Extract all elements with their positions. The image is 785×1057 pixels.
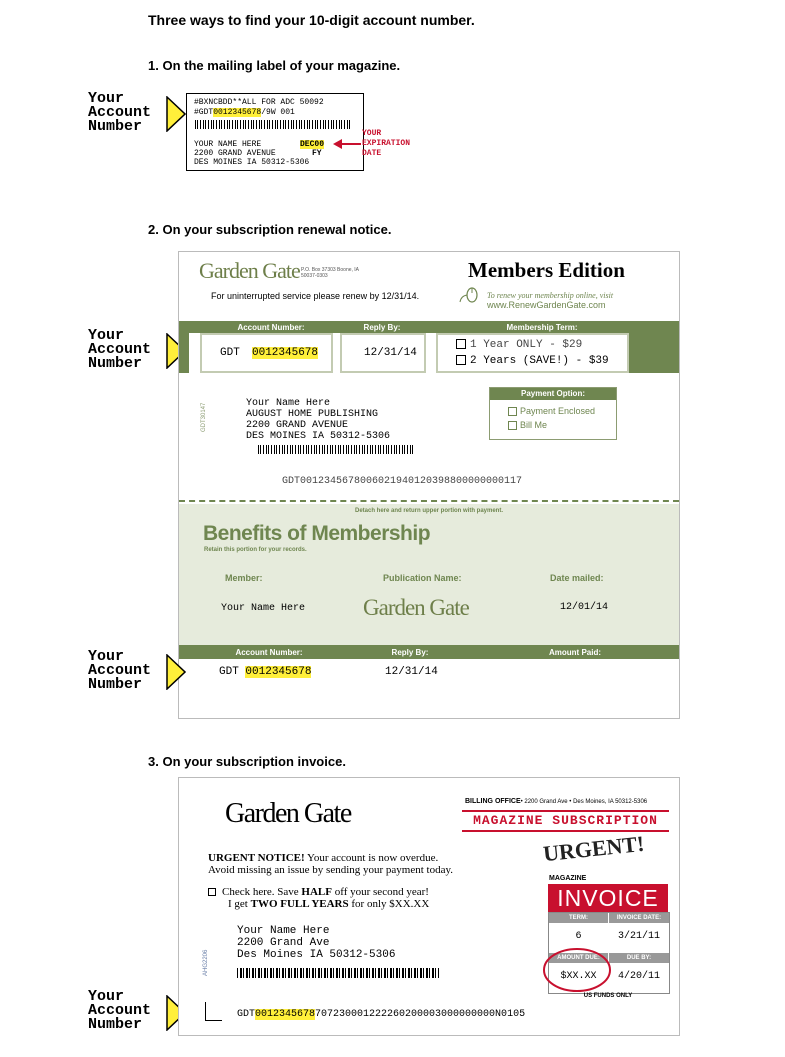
reply-by-header: Reply By: (363, 323, 401, 332)
reply-by-box: 12/31/14 (340, 333, 426, 373)
renewal-side-code: GDT30147 (201, 402, 207, 432)
benefits-section (179, 504, 679, 653)
renewal-notice (178, 251, 680, 719)
member-name: Your Name Here (221, 603, 306, 614)
account-callout-1: Your Account Number (88, 90, 152, 135)
offer-text[interactable]: Check here. Save HALF off your second year! I get TWO FULL YEARS for only $XX.XX (208, 886, 429, 910)
invoice-scanline: GDT0012345678707230001222260200003000000000N0105 (237, 1009, 526, 1020)
term-option-1[interactable]: 1 Year ONLY - $29 (456, 339, 582, 351)
invoice-side-code: AHG2206 (203, 949, 209, 976)
renewal-address-block: Your Name Here AUGUST HOME PUBLISHING 2200 GRAND AVENUE DES MOINES IA 50312-5306 (246, 398, 391, 442)
benefits-subtitle: Retain this portion for your records. (204, 547, 307, 553)
account-number-header: Account Number: (237, 323, 305, 332)
membership-term-box (436, 333, 629, 373)
label-expiration-code: DEC00 (300, 140, 325, 149)
invoice-account-number: 0012345678 (255, 1009, 316, 1020)
renewal-scanline: GDT0012345678006021940120398800000000117 (282, 476, 523, 487)
billing-office: BILLING OFFICE• 2200 Grand Ave • Des Moines, IA 50312-5306 (465, 798, 648, 805)
label-line-2: #GDT0012345678/9W 001 (194, 108, 295, 117)
invoice-date-header: INVOICE DATE: (609, 913, 669, 923)
renew-by-text: For uninterrupted service please renew by 12/31/14. (211, 291, 420, 301)
magazine-subscription-banner: MAGAZINE SUBSCRIPTION (462, 810, 669, 832)
offer-checkbox[interactable] (208, 888, 216, 896)
callout-arrow-icon (166, 96, 186, 132)
renewal-barcode (258, 445, 415, 454)
stub-reply-date: 12/31/14 (385, 666, 438, 678)
term-1-checkbox[interactable] (456, 339, 466, 349)
benefits-title: Benefits of Membership (203, 522, 431, 545)
date-mailed-header: Date mailed: (550, 573, 604, 583)
payment-enclosed-option[interactable]: Payment Enclosed (508, 406, 595, 416)
detach-line (179, 500, 679, 502)
amount-due-header: AMOUNT DUE: (549, 953, 608, 963)
callout-arrow-icon (166, 654, 186, 690)
stub-amount-header: Amount Paid: (549, 648, 601, 657)
bill-me-checkbox[interactable] (508, 421, 517, 430)
renew-online-url[interactable]: www.RenewGardenGate.com (487, 300, 606, 310)
invoice-address-block: Your Name Here 2200 Grand Ave Des Moines IA 50312-5306 (237, 925, 396, 961)
due-by-header: DUE BY: (609, 953, 669, 963)
date-mailed-value: 12/01/14 (560, 602, 609, 613)
invoice-date-value: 3/21/11 (617, 931, 660, 942)
term-option-2[interactable]: 2 Years (SAVE!) - $39 (456, 355, 609, 367)
label-account-number: 0012345678 (213, 108, 262, 117)
page-title: Three ways to find your 10-digit account number. (148, 12, 475, 28)
members-edition-title: Members Edition (468, 258, 625, 282)
renewal-left-strip (179, 321, 189, 373)
invoice-barcode (237, 968, 439, 978)
label-address: 2200 GRAND AVENUE (194, 149, 276, 158)
renewal-right-strip (629, 321, 679, 373)
stub-account-number: GDT 0012345678 (219, 666, 312, 678)
stub-account-header: Account Number: (235, 648, 303, 657)
term-2-checkbox[interactable] (456, 355, 466, 365)
step-3-heading: 3. On your subscription invoice. (148, 754, 346, 769)
account-callout-3: Your Account Number (88, 648, 152, 693)
term-header: TERM: (549, 913, 608, 923)
amount-due-value: $XX.XX (560, 971, 597, 982)
expiration-arrow-icon (333, 139, 361, 149)
step-2-heading: 2. On your subscription renewal notice. (148, 222, 392, 237)
urgent-stamp: URGENT! (541, 830, 646, 867)
invoice-corner-mark (205, 1002, 222, 1021)
payment-enclosed-checkbox[interactable] (508, 407, 517, 416)
account-callout-4: Your Account Number (88, 988, 152, 1033)
magazine-label: MAGAZINE (549, 875, 587, 882)
renewal-logo: Garden Gate (199, 258, 300, 283)
expiration-date-caption: YOUR EXPIRATION DATE (362, 129, 411, 158)
mailing-label (186, 93, 364, 171)
renewal-header-bar (179, 321, 679, 333)
label-line-1: #BXNCBDD**ALL FOR ADC 50092 (194, 98, 324, 107)
account-number-box: GDT 0012345678 (200, 333, 333, 373)
invoice-logo: Garden Gate (225, 798, 351, 829)
stub-reply-header: Reply By: (391, 648, 429, 657)
stub-header-bar (179, 645, 679, 659)
account-callout-2: Your Account Number (88, 327, 152, 372)
payment-option-box (489, 387, 617, 440)
computer-mouse-icon (459, 286, 485, 304)
invoice (178, 777, 680, 1036)
amount-due-circle-icon (541, 944, 613, 994)
us-funds-only: US FUNDS ONLY (583, 993, 633, 999)
label-name: YOUR NAME HERE (194, 140, 262, 149)
term-value: 6 (575, 931, 582, 942)
membership-term-header: Membership Term: (506, 323, 578, 332)
publication-logo: Garden Gate (363, 595, 469, 620)
member-header: Member: (225, 573, 263, 583)
step-1-heading: 1. On the mailing label of your magazine. (148, 58, 401, 73)
renew-online-text: To renew your membership online, visit (487, 291, 614, 300)
urgent-notice: URGENT NOTICE! Your account is now overdue. Avoid missing an issue by sending your payment today. (208, 852, 454, 876)
publication-name-header: Publication Name: (383, 573, 462, 583)
label-city: DES MOINES IA 50312-5306 (194, 158, 310, 167)
detach-text: Detach here and return upper portion with payment. (354, 508, 504, 514)
invoice-title: INVOICE (548, 884, 668, 912)
label-expiration-fy: FY (312, 149, 322, 158)
renewal-po-box: P.O. Box 37303 Boone, IA 50037-0303 (301, 267, 360, 279)
bill-me-option[interactable]: Bill Me (508, 420, 547, 430)
renewal-account-number: 0012345678 (252, 347, 319, 359)
due-by-value: 4/20/11 (617, 971, 660, 982)
payment-option-header: Payment Option: (490, 388, 616, 400)
label-barcode (195, 120, 351, 129)
